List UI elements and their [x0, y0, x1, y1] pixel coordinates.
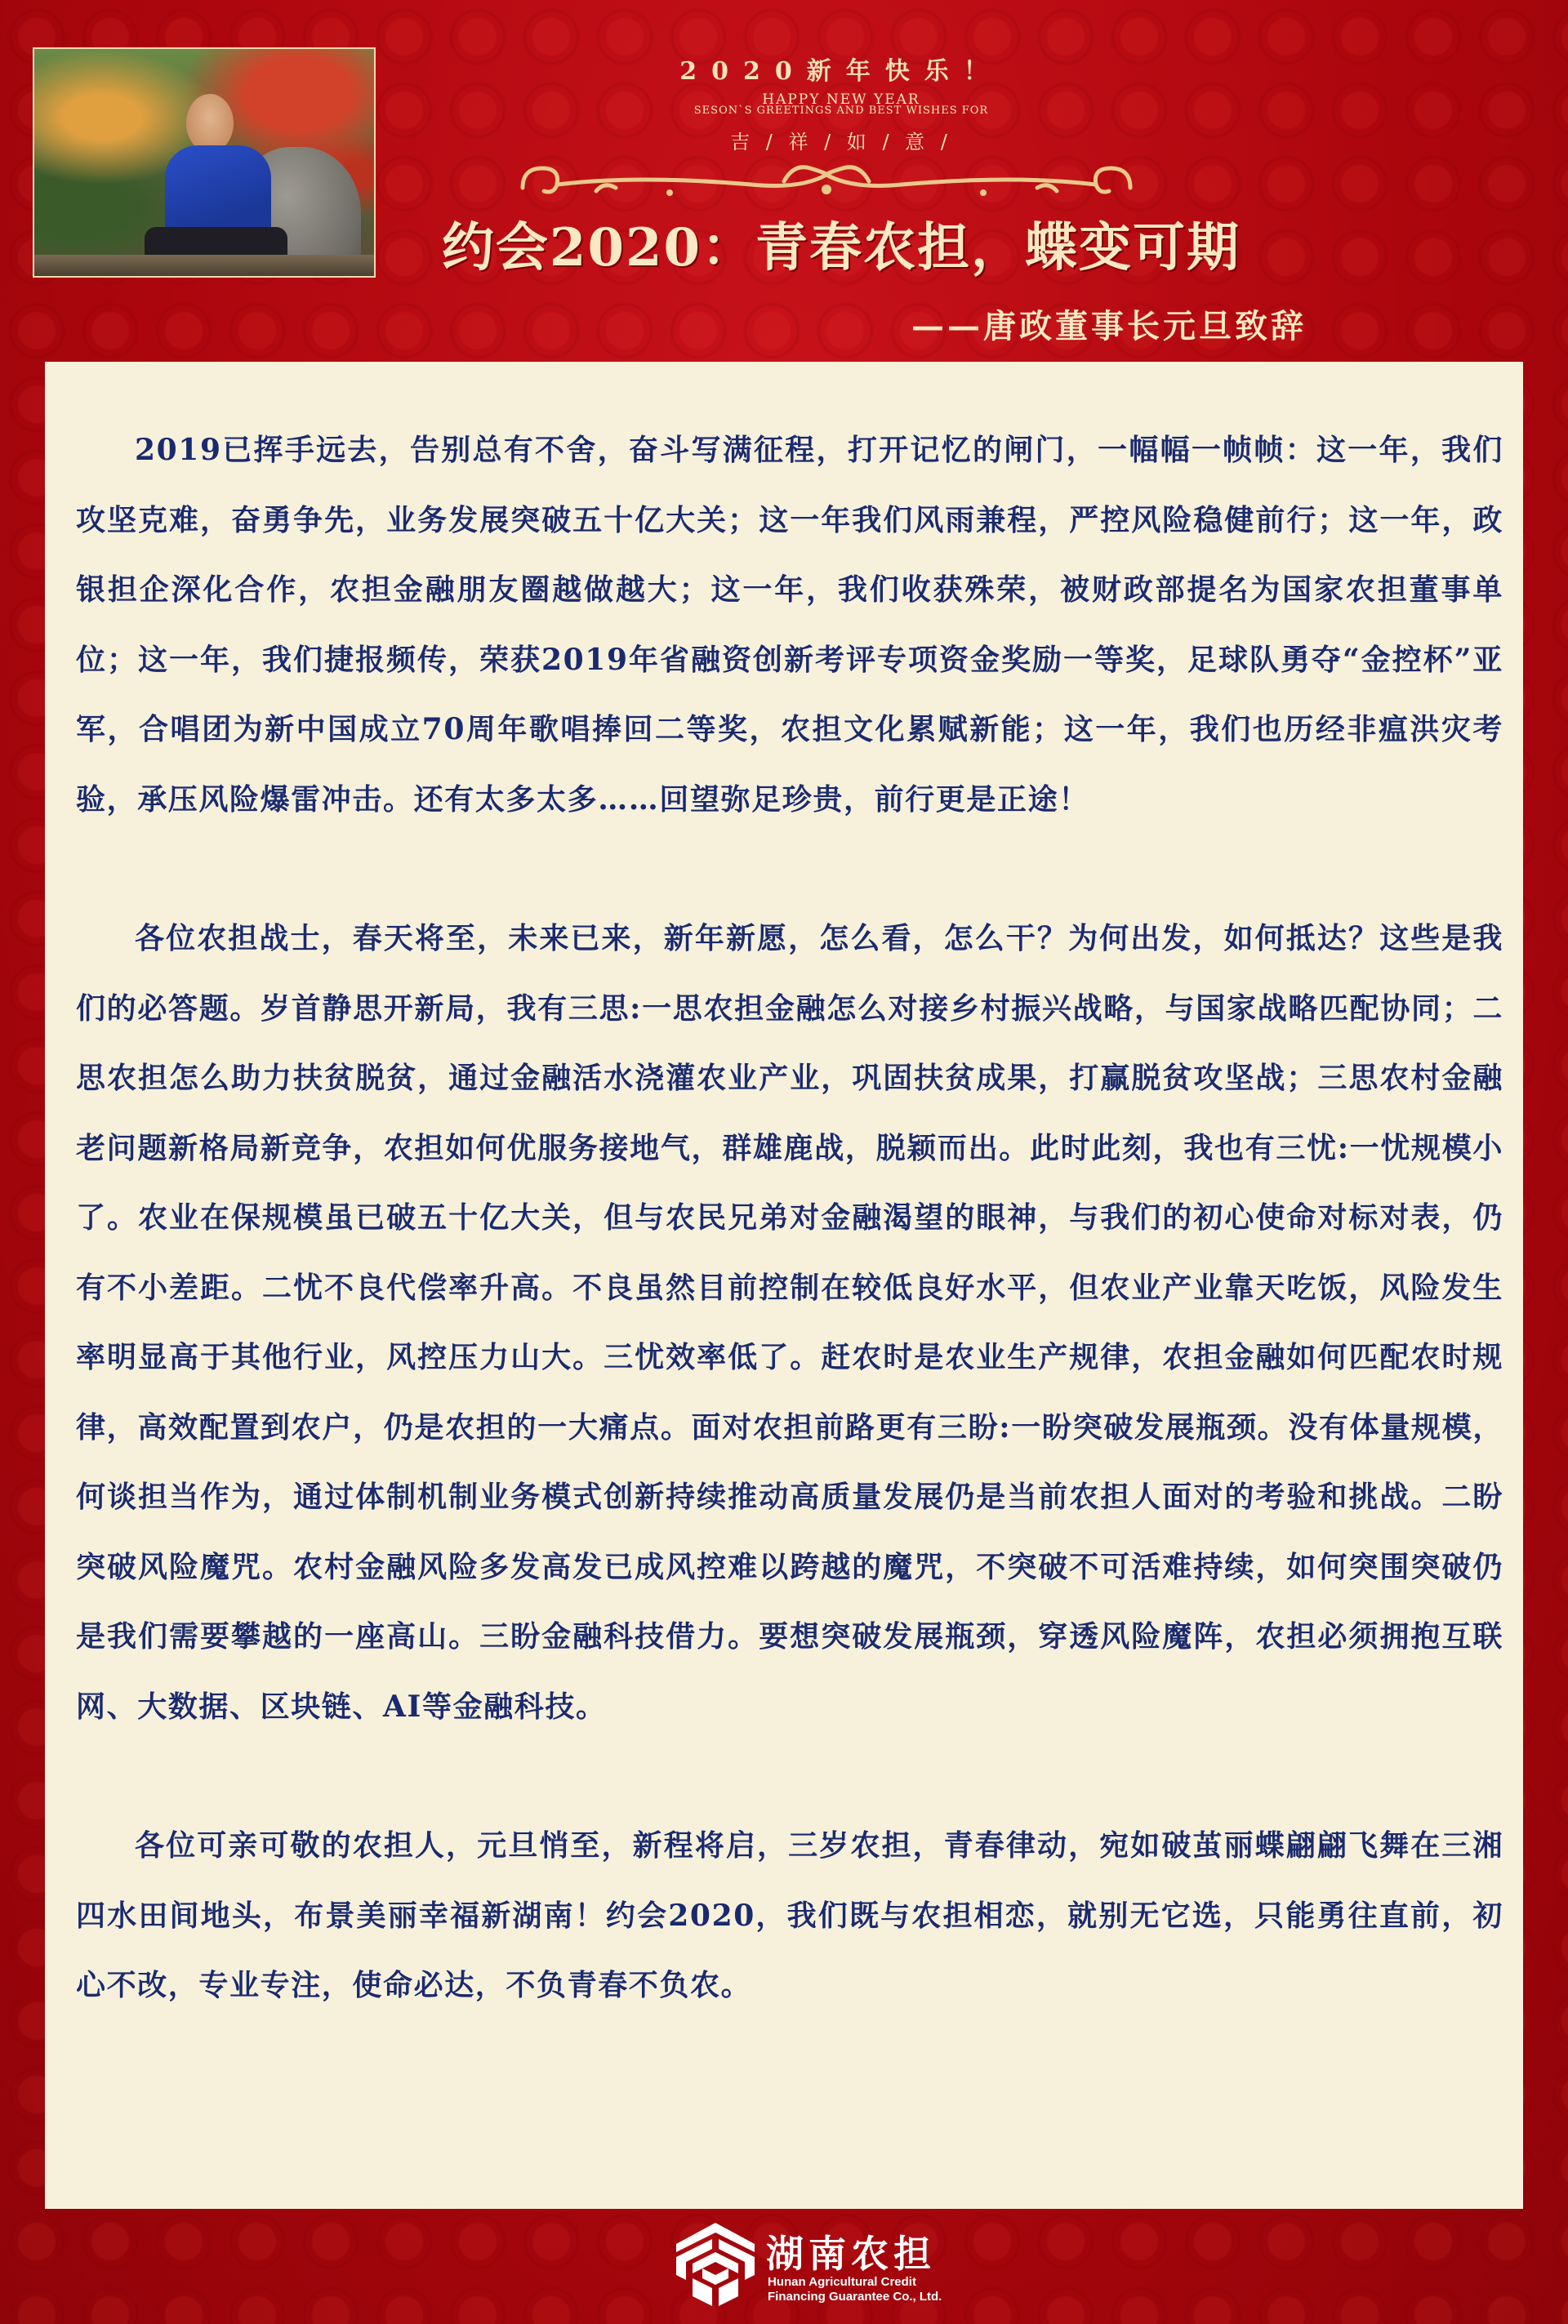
company-logo	[670, 2219, 1013, 2309]
speech-signature: ——唐政董事长元旦致辞	[911, 307, 1307, 345]
page-title: 约会2020：青春农担，蝶变可期	[441, 217, 1241, 278]
chairman-photo	[33, 47, 376, 278]
hunan-nongdan-logo-icon	[670, 2219, 761, 2309]
logo-english-name-line2: Financing Guarantee Co., Ltd.	[768, 2290, 942, 2304]
paragraph-3: 各位可亲可敬的农担人，元旦悄至，新程将启，三岁农担，青春律动，宛如破茧丽蝶翩翩飞舞在三湘四水田间地头，布景美丽幸福新湖南！约会2020，我们既与农担相恋，就别无它选，只能勇往直前，初心不改，专业专注，使命必达，不负青春不负农。	[76, 1828, 1503, 2002]
happy-new-year-text: HAPPY NEW YEAR	[762, 91, 920, 108]
photo-person-head	[186, 94, 234, 153]
photo-ground	[34, 255, 374, 276]
paragraph-2: 各位农担战士，春天将至，未来已来，新年新愿，怎么看，怎么干？为何出发，如何抵达？这些是我们的必答题。岁首静思开新局，我有三思:一思农担金融怎么对接乡村振兴战略，与国家战略匹配协同；二思农担怎么助力扶贫脱贫，通过金融活水浇灌农业产业，巩固扶贫成果，打赢脱贫攻坚战；三思农村金融老问题新格局新竞争，农担如何优服务接地气，群雄鹿战，脱颖而出。此时此刻，我也有三忧:一忧规模小了。农业在保规模虽已破五十亿大关，但与农民兄弟对金融渴望的眼神，与我们的初心使命对标对表，仍有不小差距。二忧不良代偿率升高。不良虽然目前控制在较低良好水平，但农业产业靠天吃饭，风险发生率明显高于其他行业，风控压力山大。三忧效率低了。赶农时是农业生产规律，农担金融如何匹配农时规律，高效配置到农户，仍是农担的一大痛点。面对农担前路更有三盼:一盼突破发展瓶颈。没有体量规模，何谈担当作为，通过体制机制业务模式创新持续推动高质量发展仍是当前农担人面对的考验和挑战。二盼突破风险魔咒。农村金融风险多发高发已成风控难以跨越的魔咒，不突破不可活难持续，如何突围突破仍是我们需要攀越的一座高山。三盼金融科技借力。要想突破发展瓶颈，穿透风险魔阵，农担必须拥抱互联网、大数据、区块链、AI等金融科技。	[76, 921, 1503, 1724]
auspicious-words: 吉 / 祥 / 如 / 意 /	[730, 131, 952, 154]
seasons-greetings-text: SESON`S GREETINGS AND BEST WISHES FOR	[693, 105, 989, 117]
auspicious-cloud-ornament-icon	[506, 157, 1147, 203]
new-year-greeting: 2020新年快乐！	[679, 57, 1003, 86]
speech-content-panel	[45, 362, 1523, 2209]
logo-english-name-line1: Hunan Agricultural Credit	[768, 2275, 916, 2289]
paragraph-1: 2019已挥手远去，告别总有不舍，奋斗写满征程，打开记忆的闸门，一幅幅一帧帧：这一年，我们攻坚克难，奋勇争先，业务发展突破五十亿大关；这一年我们风雨兼程，严控风险稳健前行；这一年，政银担企深化合作，农担金融朋友圈越做越大；这一年，我们收获殊荣，被财政部提名为国家农担董事单位；这一年，我们捷报频传，荣获2019年省融资创新考评专项资金奖励一等奖，足球队勇夺“金控杯”亚军，合唱团为新中国成立70周年歌唱捧回二等奖，农担文化累赋新能；这一年，我们也历经非瘟洪灾考验，承压风险爆雷冲击。还有太多太多……回望弥足珍贵，前行更是正途！	[76, 433, 1503, 817]
logo-chinese-name: 湖南农担	[766, 2233, 936, 2275]
